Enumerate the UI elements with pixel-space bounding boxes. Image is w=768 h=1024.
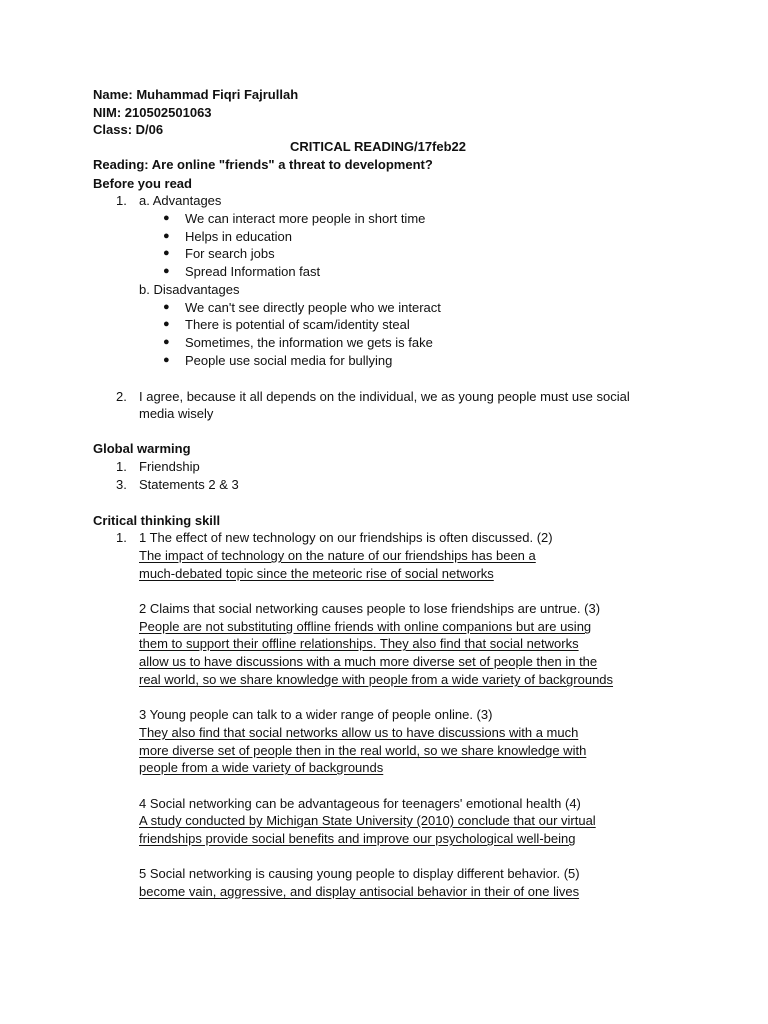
statement-2-quote-line: allow us to have discussions with a much more diverse set of people then in the xyxy=(139,654,598,669)
statement-2-quote-line: People are not substituting offline friends with online companions but are using xyxy=(139,619,592,634)
statement-4-quote-line: A study conducted by Michigan State University (2010) conclude that our virtual xyxy=(139,813,596,828)
q2-number: 2. xyxy=(116,389,127,404)
statement-3-quote-line: people from a wide variety of backgrounds xyxy=(139,760,384,775)
ct-number: 1. xyxy=(116,530,127,545)
gw-item-text: Statements 2 & 3 xyxy=(139,477,239,492)
bullet-icon: ● xyxy=(163,265,170,277)
disadvantage-item: People use social media for bullying xyxy=(185,353,393,368)
statement-1-quote-line: The impact of technology on the nature of our friendships has been a xyxy=(139,548,536,563)
student-nim: NIM: 210502501063 xyxy=(93,105,212,120)
before-you-read-heading: Before you read xyxy=(93,176,192,191)
page-title: CRITICAL READING/17feb22 xyxy=(290,139,467,154)
bullet-icon: ● xyxy=(163,247,170,259)
statement-4-quote-line: friendships provide social benefits and improve our psychological well-being xyxy=(139,831,576,846)
bullet-icon: ● xyxy=(163,318,170,330)
disadvantage-item: There is potential of scam/identity steal xyxy=(185,317,410,332)
bullet-icon: ● xyxy=(163,354,170,366)
statement-3-quote-line: more diverse set of people then in the real world, so we share knowledge with xyxy=(139,743,587,758)
statement-2-quote-line: real world, so we share knowledge with people from a wide variety of backgrounds xyxy=(139,672,614,687)
advantages-label: a. Advantages xyxy=(139,193,222,208)
q2-answer-line: I agree, because it all depends on the individual, we as young people must use social xyxy=(139,389,630,404)
statement-3-quote-line: They also find that social networks allow us to have discussions with a much xyxy=(139,725,579,740)
student-name: Name: Muhammad Fiqri Fajrullah xyxy=(93,87,299,102)
bullet-icon: ● xyxy=(163,301,170,313)
advantage-item: We can interact more people in short time xyxy=(185,211,426,226)
statement-1: 1 The effect of new technology on our friendships is often discussed. (2) xyxy=(139,530,553,545)
q1-number: 1. xyxy=(116,193,127,208)
disadvantage-item: We can't see directly people who we interact xyxy=(185,300,441,315)
statement-2-quote-line: them to support their offline relationships. They also find that social networks xyxy=(139,636,579,651)
gw-item-number: 3. xyxy=(116,477,127,492)
reading-title: Reading: Are online "friends" a threat to development? xyxy=(93,157,433,172)
global-warming-heading: Global warming xyxy=(93,441,191,456)
advantage-item: Spread Information fast xyxy=(185,264,321,279)
disadvantage-item: Sometimes, the information we gets is fake xyxy=(185,335,433,350)
critical-thinking-heading: Critical thinking skill xyxy=(93,513,221,528)
statement-2: 2 Claims that social networking causes people to lose friendships are untrue. (3) xyxy=(139,601,601,616)
advantage-item: For search jobs xyxy=(185,246,275,261)
bullet-icon: ● xyxy=(163,336,170,348)
statement-1-quote-line: much-debated topic since the meteoric rise of social networks xyxy=(139,566,494,581)
bullet-icon: ● xyxy=(163,230,170,242)
gw-item-number: 1. xyxy=(116,459,127,474)
statement-4: 4 Social networking can be advantageous for teenagers' emotional health (4) xyxy=(139,796,581,811)
student-class: Class: D/06 xyxy=(93,122,164,137)
statement-5: 5 Social networking is causing young people to display different behavior. (5) xyxy=(139,866,580,881)
q2-answer-line: media wisely xyxy=(139,406,214,421)
bullet-icon: ● xyxy=(163,212,170,224)
statement-5-quote-line: become vain, aggressive, and display antisocial behavior in their of one lives xyxy=(139,884,580,899)
disadvantages-label: b. Disadvantages xyxy=(139,282,240,297)
statement-3: 3 Young people can talk to a wider range of people online. (3) xyxy=(139,707,493,722)
gw-item-text: Friendship xyxy=(139,459,200,474)
advantage-item: Helps in education xyxy=(185,229,292,244)
